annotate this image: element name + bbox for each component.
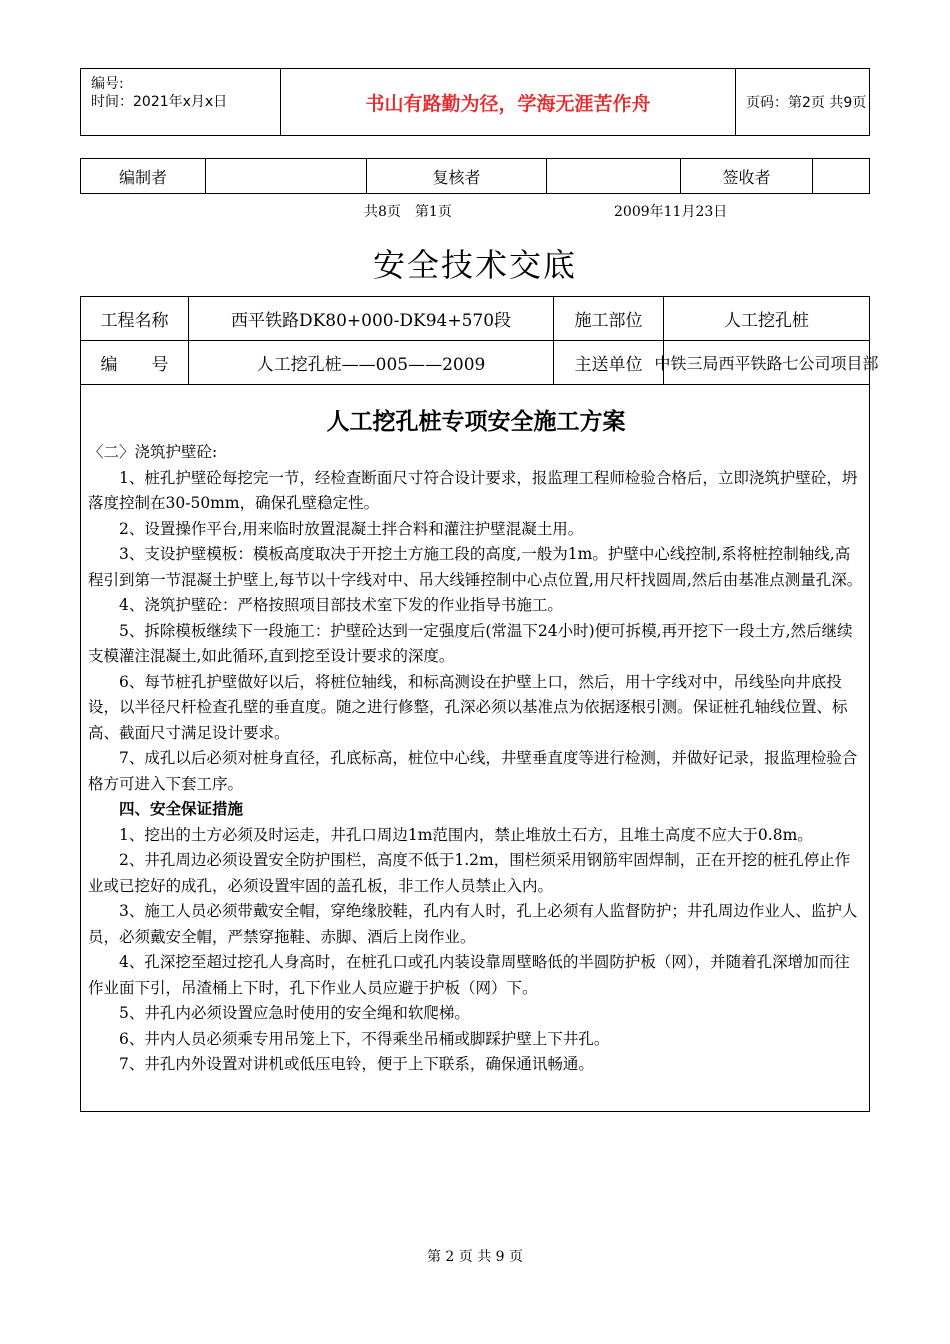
paragraph: 4、浇筑护壁砼：严格按照项目部技术室下发的作业指导书施工。	[88, 596, 563, 614]
header-table	[80, 68, 870, 136]
signature-table	[80, 158, 870, 194]
paragraph: 1、桩孔护壁砼每挖完一节，经检查断面尺寸符合设计要求，报监理工程师检验合格后，立即浇筑护壁砼，坍落度控制在30-50mm，确保孔壁稳定性。	[88, 468, 858, 512]
compiler-label: 编制者	[81, 159, 206, 193]
paragraph: 3、施工人员必须带戴安全帽，穿绝缘胶鞋，孔内有人时，孔上必须有人监督防护；井孔周边作业人、监护人员，必须戴安全帽，严禁穿拖鞋、赤脚、酒后上岗作业。	[88, 902, 858, 946]
project-name-label: 工程名称	[81, 297, 189, 340]
paragraph: 1、挖出的土方必须及时运走，井孔口周边1m范围内，禁止堆放土石方，且堆土高度不应大于0.8m。	[88, 825, 813, 844]
construction-part: 人工挖孔桩	[724, 311, 809, 331]
paragraph: 6、每节桩孔护壁做好以后，将桩位轴线，和标高测设在护壁上口，然后，用十字线对中，吊线坠向井底投设，以半径尺杆检查孔壁的垂直度。随之进行修整，孔深必须以基准点为依据逐根引测。保证桩孔轴线位置、标高、截面尺寸满足设计要求。	[88, 672, 848, 742]
paragraph: 2、井孔周边必须设置安全防护围栏，高度不低于1.2m，围栏须采用钢筋牢固焊制，正在开挖的桩孔停止作业或已挖好的成孔，必须设置牢固的盖孔板，非工作人员禁止入内。	[88, 851, 851, 895]
receiver-label: 签收者	[681, 159, 813, 193]
paragraph: 〈二〉浇筑护壁砼:	[88, 443, 218, 461]
paragraph: 3、支设护壁模板：模板高度取决于开挖土方施工段的高度,一般为1m。护壁中心线控制,系将桩控制轴线,高程引到第一节混凝土护壁上,每节以十字线对中、吊大线锤控制中心点位置,用尺杆找圆周,然后由基准点测量孔深。	[88, 545, 863, 589]
section-heading: 四、安全保证措施	[88, 800, 244, 818]
reviewer-label: 复核者	[367, 159, 547, 193]
paragraph: 2、设置操作平台,用来临时放置混凝土拌合料和灌注护壁混凝土用。	[88, 519, 584, 538]
project-name: 西平铁路DK80+000-DK94+570段	[189, 297, 554, 340]
sender-label: 主送单位	[554, 341, 664, 384]
paragraph: 5、井孔内必须设置应急时使用的安全绳和软爬梯。	[88, 1004, 470, 1022]
page-code: 页码：第2页 共9页	[746, 95, 867, 111]
content-body	[88, 384, 864, 1078]
paragraph: 7、成孔以后必须对桩身直径，孔底标高，桩位中心线，井壁垂直度等进行检测，并做好记录，报监理检验合格方可进入下套工序。	[88, 749, 858, 793]
construction-part-label: 施工部位	[554, 297, 664, 340]
receiver-value	[813, 159, 869, 193]
slogan: 书山有路勤为径，学海无涯苦作舟	[281, 69, 736, 135]
sender: 中铁三局西平铁路七公司项目部	[654, 354, 879, 373]
doc-title: 人工挖孔桩专项安全施工方案	[326, 409, 626, 435]
paragraph: 6、井内人员必须乘专用吊笼上下，不得乘坐吊桶或脚踩护壁上下井孔。	[88, 1029, 610, 1048]
number-label: 编号:	[91, 76, 124, 92]
time-label: 时间：2021年x月x日	[91, 94, 228, 110]
reviewer-value	[547, 159, 681, 193]
page-title: 安全技术交底	[372, 246, 577, 284]
paragraph: 4、孔深挖至超过挖孔人身高时，在桩孔口或孔内装设靠周壁略低的半圆防护板（网），并随着孔深增加而往作业面下引，吊渣桶上下时，孔下作业人员应避于护板（网）下。	[88, 953, 850, 997]
page-footer: 第 2 页 共 9 页	[426, 1249, 524, 1265]
paragraph: 5、拆除模板继续下一段施工：护壁砼达到一定强度后(常温下24小时)便可拆模,再开挖下一段土方,然后继续支模灌注混凝土,如此循环,直到挖至设计要求的深度。	[88, 621, 853, 665]
header-meta-cell	[81, 69, 281, 135]
number-label-cell: 编 号	[81, 341, 189, 384]
doc-number: 人工挖孔桩——005——2009	[189, 341, 554, 384]
paragraph: 7、井孔内外设置对讲机或低压电铃，便于上下联系，确保通讯畅通。	[88, 1055, 594, 1073]
page-count: 共8页 第1页	[364, 204, 452, 220]
doc-date: 2009年11月23日	[614, 204, 728, 220]
info-row-number	[81, 341, 879, 385]
compiler-value	[206, 159, 367, 193]
info-row-project	[81, 297, 869, 341]
